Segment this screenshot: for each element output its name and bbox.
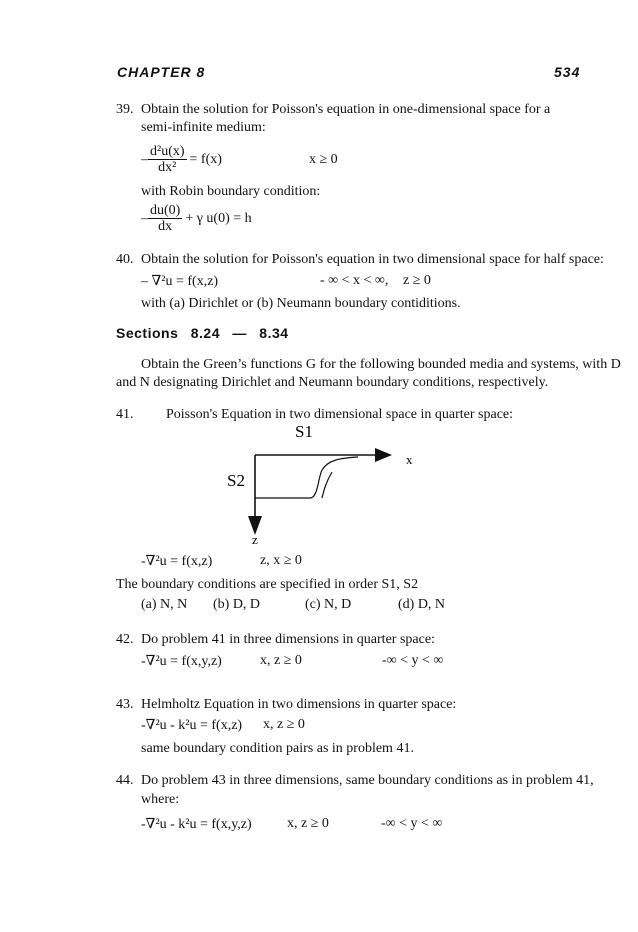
problem-44-line1: Do problem 43 in three dimensions, same boundary conditions as in problem 41, [141,773,594,788]
problem-42-equation: -∇²u = f(x,y,z) [141,654,222,669]
problem-42-condition-y: -∞ < y < ∞ [382,653,444,668]
problem-44-equation: -∇²u - k²u = f(x,y,z) [141,817,252,832]
problem-39-line2: semi-infinite medium: [141,120,266,135]
option-c: (c) N, D [305,597,352,612]
label-s2: S2 [227,471,245,490]
label-x: x [406,452,413,467]
eq-denominator: dx² [158,160,177,175]
bc-minus: – [141,210,148,226]
problem-39-line1: Obtain the solution for Poisson's equation in one-dimensional space for a [141,102,551,117]
bc-denominator: dx [158,219,173,234]
problem-44-condition-xz: x, z ≥ 0 [287,816,329,831]
bc-rhs: + γ u(0) = h [185,210,252,226]
problem-40-condition-x: - ∞ < x < ∞, [320,273,389,288]
sections-from: 8.24 [190,325,220,341]
sections-dash: — [232,325,247,341]
problem-41-condition: z, x ≥ 0 [260,553,302,568]
problem-40-note: with (a) Dirichlet or (b) Neumann boundary contiditions. [141,296,461,311]
option-a: (a) N, N [141,597,188,612]
bc-numerator: du(0) [150,203,181,218]
problem-42-number: 42. [116,632,134,647]
problem-44-condition-y: -∞ < y < ∞ [381,816,443,831]
page-number: 534 [554,64,581,80]
intro-line1: Obtain the Green’s functions G for the following bounded media and systems, with D [141,357,621,372]
quarter-space-diagram [210,420,430,550]
problem-43-condition: x, z ≥ 0 [263,717,305,732]
bc-fraction [148,203,182,234]
sections-heading [116,325,289,341]
problem-43-equation: -∇²u - k²u = f(x,z) [141,718,243,733]
problem-43-note: same boundary condition pairs as in problem 41. [141,741,414,756]
sections-label: Sections [116,325,179,341]
problem-41-bc-text: The boundary conditions are specified in order S1, S2 [116,577,419,592]
label-s1: S1 [295,422,313,441]
problem-44-number: 44. [116,773,134,788]
problem-41-line1: Poisson's Equation in two dimensional space in quarter space: [166,407,514,422]
intro-line2: and N designating Dirichlet and Neumann boundary conditions, respectively. [116,375,549,390]
option-b: (b) D, D [213,597,261,612]
problem-39-bc-equation [141,203,252,234]
problem-44-line2: where: [141,792,180,807]
problem-40-number: 40. [116,252,134,267]
problem-40-condition-z: z ≥ 0 [403,273,431,288]
problem-42-condition-xz: x, z ≥ 0 [260,653,302,668]
sections-to: 8.34 [259,325,289,341]
x-axis-arrow-icon [375,448,392,462]
problem-39-equation [141,144,222,175]
problem-40-line1: Obtain the solution for Poisson's equation in two dimensional space for half space: [141,252,604,267]
label-z: z [252,532,258,547]
problem-41-number: 41. [116,407,134,422]
region-boundary-curve [255,457,358,498]
problem-43-line1: Helmholtz Equation in two dimensions in quarter space: [141,697,457,712]
option-d: (d) D, N [398,597,446,612]
eq-fraction [148,144,187,175]
eq-rhs: = f(x) [189,151,222,167]
eq-numerator: d²u(x) [150,144,185,159]
problem-43-number: 43. [116,697,134,712]
problem-39-condition: x ≥ 0 [309,152,338,167]
problem-40-equation: – ∇²u = f(x,z) [141,274,219,289]
problem-41-equation: -∇²u = f(x,z) [141,554,213,569]
problem-42-line1: Do problem 41 in three dimensions in quarter space: [141,632,435,647]
problem-39-number: 39. [116,102,134,117]
chapter-header: CHAPTER 8 [117,64,206,80]
eq-minus: – [141,151,148,167]
problem-39-bc-text: with Robin boundary condition: [141,184,321,199]
